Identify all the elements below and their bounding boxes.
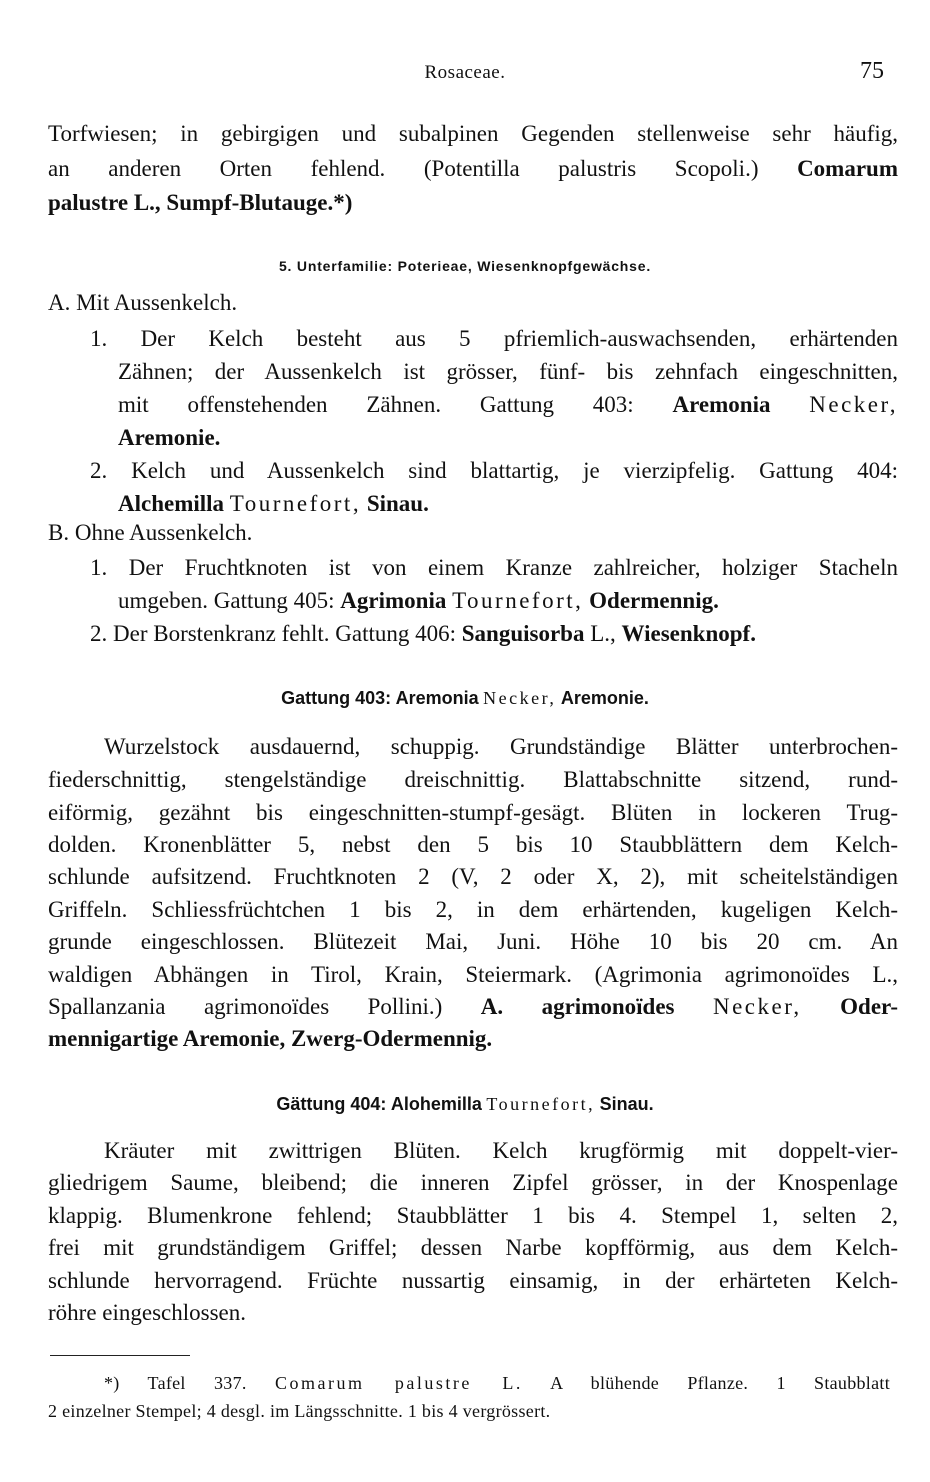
genus-name-sanguisorba: Sanguisorba (461, 621, 585, 646)
genus-404-name: Alohemilla (390, 1094, 482, 1114)
genus-403-line-5: schlunde aufsitzend. Fruchtknoten 2 (V, 2 oder X, 2), mit scheitelständigen (48, 864, 898, 889)
key-B1-line-2 (118, 585, 898, 617)
key-A2-line-2 (118, 488, 898, 520)
key-A1-line-3 (118, 389, 898, 421)
common-name-sinau: Sinau. (366, 491, 429, 516)
page-number: 75 (860, 58, 884, 84)
genus-403-common: Aremonie. (560, 688, 649, 708)
footnote-plate: *) Tafel 337. (104, 1373, 247, 1393)
author-tournefort: Tournefort, (229, 491, 362, 516)
author-necker: Necker, (809, 392, 899, 417)
key-A1-line-3-text: mit offenstehenden Zähnen. Gattung 403: (118, 392, 634, 417)
footnote-line-2: 2 einzelner Stempel; 4 desgl. im Längsschnitte. 1 bis 4 vergrössert. (48, 1401, 551, 1421)
footnote-species: Comarum palustre L. (274, 1373, 523, 1393)
key-A1-line-4: Aremonie. (118, 425, 221, 450)
intro-line-2-text: an anderen Orten fehlend. (Potentilla palustris Scopoli.) (48, 156, 759, 181)
key-B1-line-2-text: umgeben. Gattung 405: (118, 588, 335, 613)
key-B2-line-1-text: 2. Der Borstenkranz fehlt. Gattung 406: (90, 621, 456, 646)
genus-404-common: Sinau. (599, 1094, 654, 1114)
key-A1-line-1: 1. Der Kelch besteht aus 5 pfriemlich-auswachsenden, erhärtenden (90, 326, 898, 351)
genus-404-line-6: röhre eingeschlossen. (48, 1300, 246, 1325)
species-name-agrimonoides: A. agrimonoïdes (480, 994, 675, 1019)
genus-404-line-1: Kräuter mit zwittrigen Blüten. Kelch krugförmig mit doppelt-vier- (104, 1138, 898, 1163)
intro-line-3: palustre L., Sumpf-Blutauge.*) (48, 190, 353, 215)
genus-404-line-4: frei mit grundständigem Griffel; dessen Narbe kopfförmig, aus dem Kelch- (48, 1235, 898, 1260)
footnote-description: A blühende Pflanze. 1 Staubblatt (550, 1373, 891, 1393)
genus-name-comarum: Comarum (797, 156, 898, 181)
key-B2-line-1 (90, 618, 898, 650)
genus-403-line-10: mennigartige Aremonie, Zwerg-Odermennig. (48, 1026, 493, 1051)
running-header-title: Rosaceae. (424, 62, 506, 83)
key-A1-line-2: Zähnen; der Aussenkelch ist grösser, fünf- bis zehnfach eingeschnitten, (118, 359, 898, 384)
footnote-rule (50, 1355, 190, 1356)
genus-404-line-2: gliedrigem Saume, bleibend; die inneren Zipfel grösser, in der Knospenlage (48, 1170, 898, 1195)
subfamily-heading: 5. Unterfamilie: Poterieae, Wiesenknopfgewächse. (278, 258, 652, 274)
genus-403-line-9-text: Spallanzania agrimonoïdes Pollini.) (48, 994, 443, 1019)
genus-403-line-9 (48, 991, 898, 1023)
species-common-name-start: Oder- (840, 994, 899, 1019)
key-A-heading: A. Mit Aussenkelch. (48, 290, 238, 315)
genus-403-label: Gattung 403: (281, 688, 392, 708)
author-tournefort-2: Tournefort, (452, 588, 584, 613)
common-name-wiesenknopf: Wiesenknopf. (621, 621, 756, 646)
genus-404-author: Tournefort, (486, 1094, 596, 1114)
genus-403-line-2: fiederschnittig, stengelständige dreischnittig. Blattabschnitte sitzend, rund- (48, 767, 898, 792)
genus-404-heading (0, 1094, 930, 1115)
genus-403-author: Necker, (483, 688, 557, 708)
genus-name-aremonia: Aremonia (672, 392, 771, 417)
species-author-necker: Necker, (712, 994, 802, 1019)
key-B1-line-1: 1. Der Fruchtknoten ist von einem Kranze zahlreicher, holziger Stacheln (90, 555, 898, 580)
genus-403-line-1: Wurzelstock ausdauernd, schuppig. Grundständige Blätter unterbrochen- (104, 734, 898, 759)
genus-403-line-4: dolden. Kronenblätter 5, nebst den 5 bis 10 Staubblättern dem Kelch- (48, 832, 898, 857)
key-A2-line-1: 2. Kelch und Aussenkelch sind blattartig, je vierzipfelig. Gattung 404: (90, 458, 898, 483)
common-name-odermennig: Odermennig. (589, 588, 719, 613)
author-linnaeus: L., (590, 621, 616, 646)
footnote-line-1 (104, 1370, 890, 1396)
genus-name-alchemilla: Alchemilla (118, 491, 225, 516)
genus-403-name: Aremonia (395, 688, 479, 708)
key-B-heading: B. Ohne Aussenkelch. (48, 520, 253, 545)
genus-404-label: Gättung 404: (276, 1094, 387, 1114)
intro-line-2 (48, 153, 898, 185)
genus-403-heading (0, 688, 930, 709)
genus-404-line-5: schlunde hervorragend. Früchte nussartig einsamig, in der erhärteten Kelch- (48, 1268, 898, 1293)
genus-403-line-8: waldigen Abhängen in Tirol, Krain, Steiermark. (Agrimonia agrimonoïdes L., (48, 962, 898, 987)
genus-404-line-3: klappig. Blumenkrone fehlend; Staubblätter 1 bis 4. Stempel 1, selten 2, (48, 1203, 898, 1228)
genus-403-line-6: Griffeln. Schliessfrüchtchen 1 bis 2, in dem erhärtenden, kugeligen Kelch- (48, 897, 898, 922)
genus-name-agrimonia: Agrimonia (340, 588, 447, 613)
genus-403-line-7: grunde eingeschlossen. Blütezeit Mai, Juni. Höhe 10 bis 20 cm. An (48, 929, 898, 954)
genus-403-line-3: eiförmig, gezähnt bis eingeschnitten-stumpf-gesägt. Blüten in lockeren Trug- (48, 800, 898, 825)
intro-line-1: Torfwiesen; in gebirgigen und subalpinen Gegenden stellenweise sehr häufig, (48, 121, 898, 146)
